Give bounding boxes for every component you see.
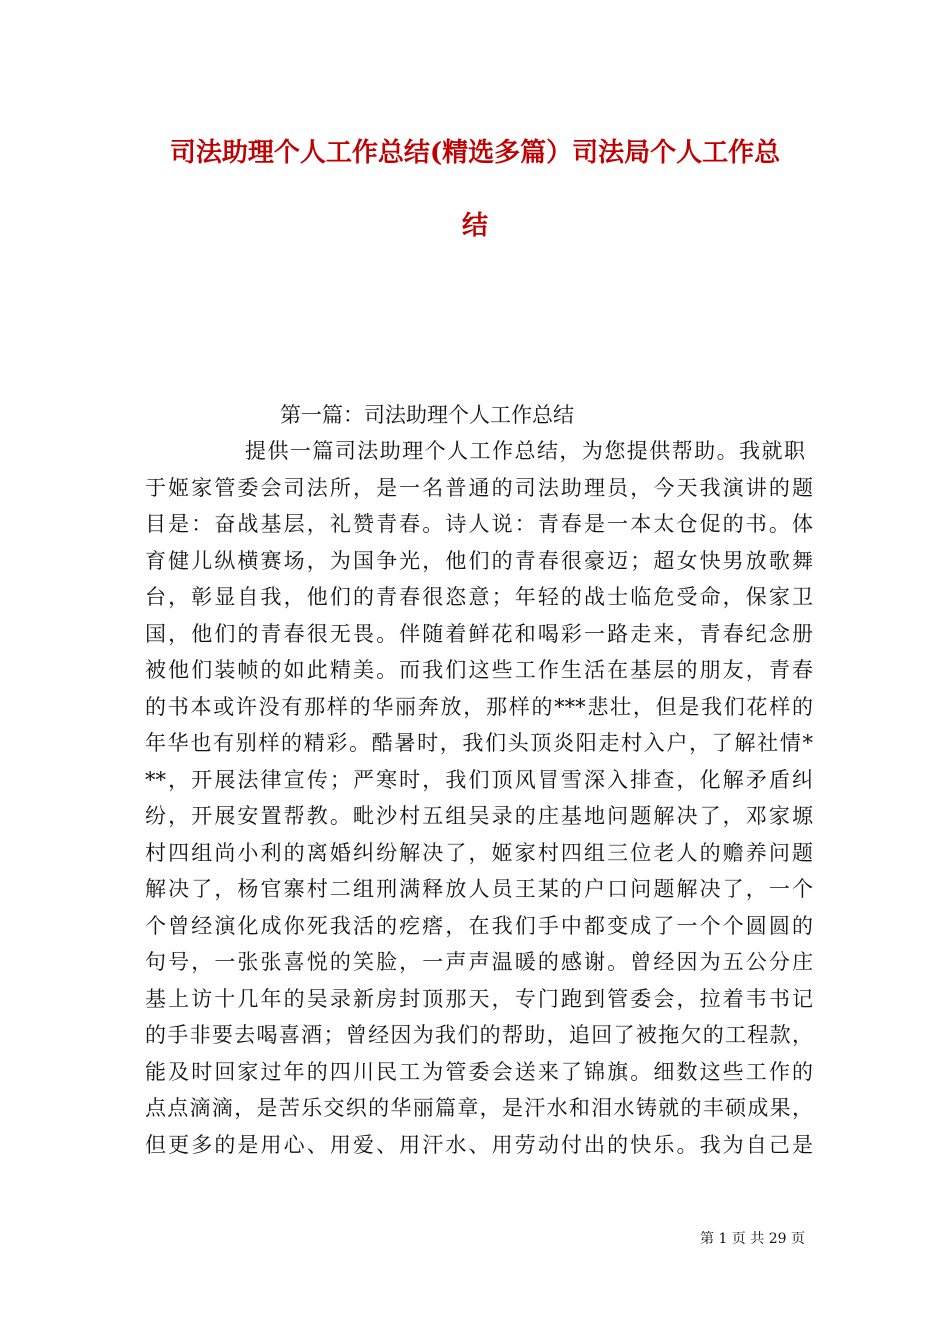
body-line: 但更多的是用心、用爱、用汗水、用劳动付出的快乐。我为自己是 [145, 1132, 813, 1157]
body-line: 国，他们的青春很无畏。伴随着鲜花和喝彩一路走来，青春纪念册 [145, 621, 813, 646]
document-title-line-2: 结 [461, 211, 488, 241]
document-title-line-1: 司法助理个人工作总结(精选多篇）司法局个人工作总 [169, 138, 781, 168]
body-line: 解决了，杨官寨村二组刑满释放人员王某的户口问题解决了，一个 [145, 877, 813, 901]
body-line: **，开展法律宣传；严寒时，我们顶风冒雪深入排查，化解矛盾纠 [145, 767, 813, 792]
body-line: 基上访十几年的吴录新房封顶那天，专门跑到管委会，拉着韦书记 [145, 986, 813, 1011]
body-line: 村四组尚小利的离婚纠纷解决了，姬家村四组三位老人的赡养问题 [145, 840, 813, 865]
body-line: 年华也有别样的精彩。酷暑时，我们头顶炎阳走村入户，了解社情* [145, 731, 813, 755]
body-line: 台，彰显自我，他们的青春很恣意；年轻的战士临危受命，保家卫 [145, 585, 813, 609]
body-line: 纷，开展安置帮教。毗沙村五组吴录的庄基地问题解决了，邓家塬 [145, 804, 813, 828]
body-line: 能及时回家过年的四川民工为管委会送来了锦旗。细数这些工作的 [145, 1059, 813, 1084]
body-line: 的手非要去喝喜酒；曾经因为我们的帮助，追回了被拖欠的工程款， [145, 1023, 813, 1047]
body-line: 育健儿纵横赛场，为国争光，他们的青春很豪迈；超女快男放歌舞 [145, 548, 813, 573]
body-line: 于姬家管委会司法所，是一名普通的司法助理员，今天我演讲的题 [145, 475, 813, 500]
body-line: 个曾经演化成你死我活的疙瘩，在我们手中都变成了一个个圆圆的 [145, 913, 813, 938]
body-line: 句号，一张张喜悦的笑脸，一声声温暖的感谢。曾经因为五公分庄 [145, 950, 813, 974]
page-number-footer: 第 1 页 共 29 页 [700, 1231, 805, 1247]
body-line: 提供一篇司法助理个人工作总结，为您提供帮助。我就职 [245, 439, 805, 463]
body-line: 目是：奋战基层，礼赞青春。诗人说：青春是一本太仓促的书。体 [145, 512, 813, 536]
body-line: 被他们装帧的如此精美。而我们这些工作生活在基层的朋友，青春 [145, 658, 813, 682]
section-heading: 第一篇：司法助理个人工作总结 [280, 403, 574, 427]
body-line: 的书本或许没有那样的华丽奔放，那样的***悲壮，但是我们花样的 [145, 694, 813, 719]
body-line: 点点滴滴，是苦乐交织的华丽篇章，是汗水和泪水铸就的丰硕成果， [145, 1096, 813, 1120]
